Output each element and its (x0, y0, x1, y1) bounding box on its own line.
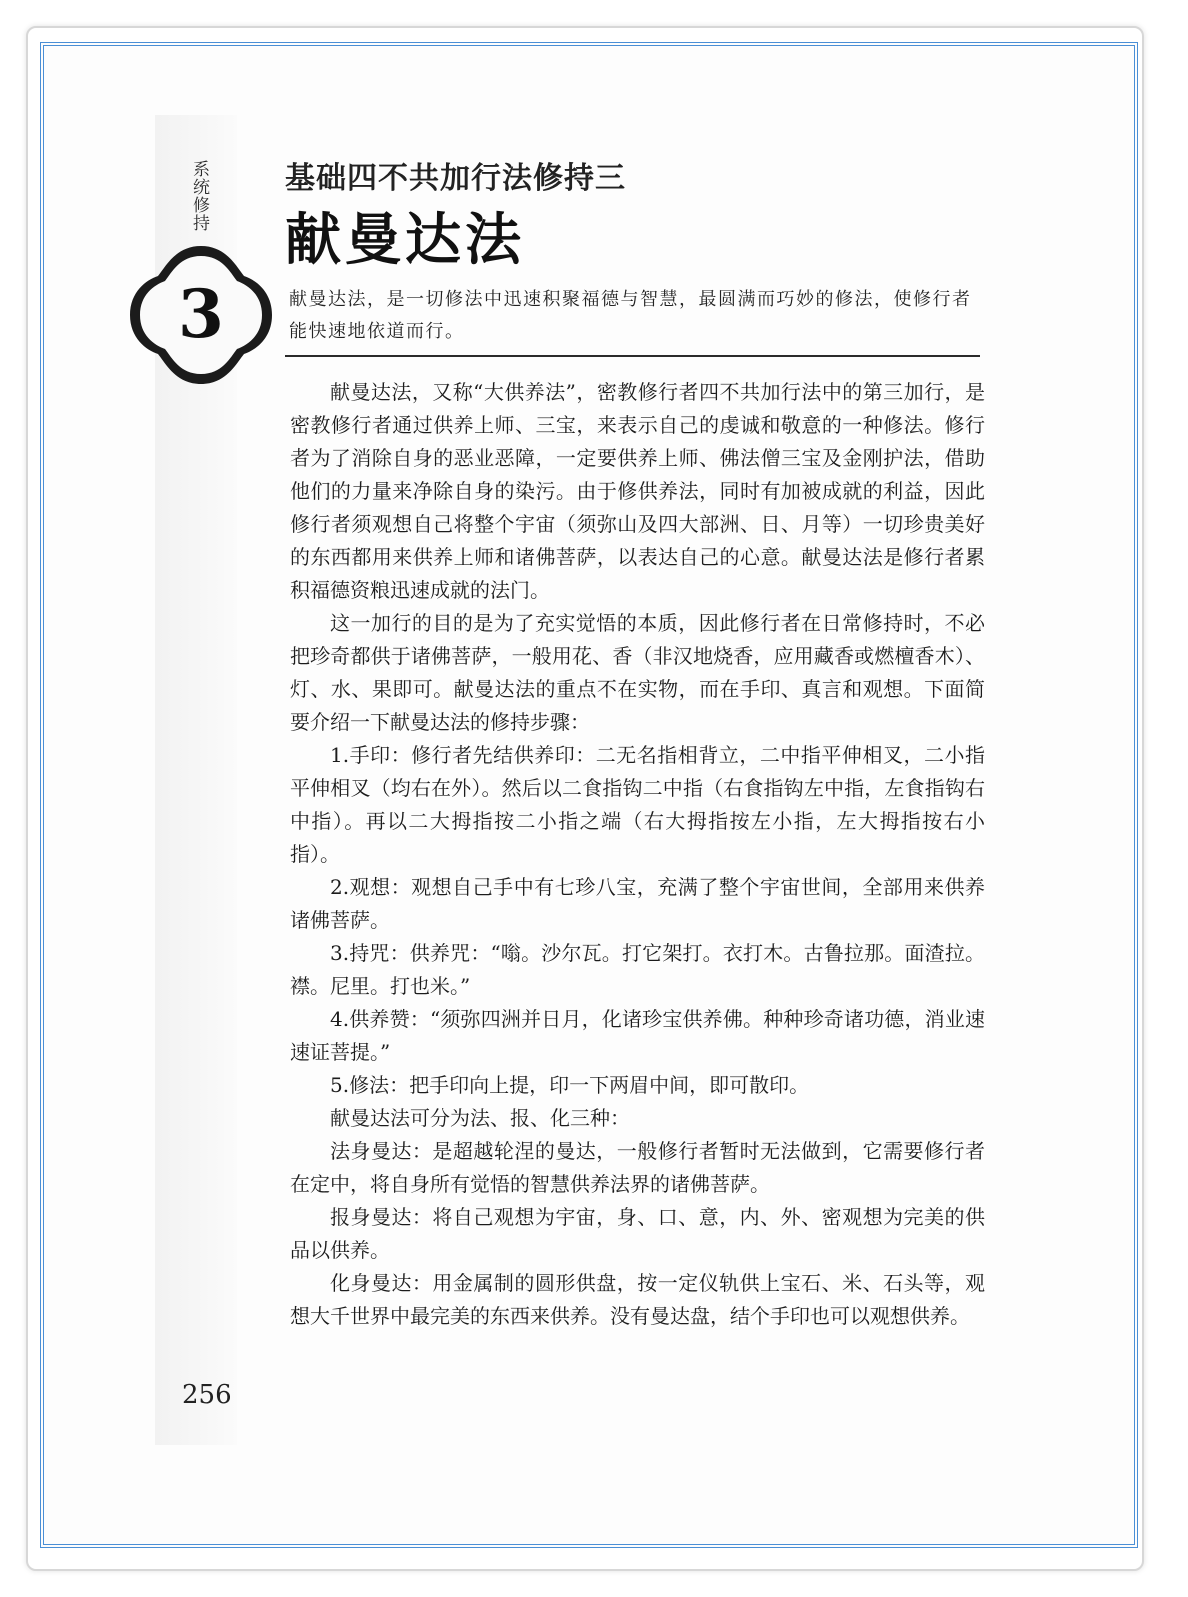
paragraph: 3.持咒：供养咒：“嗡。沙尔瓦。打它架打。衣打木。古鲁拉那。面渣拉。襟。尼里。打也米。” (290, 941, 985, 998)
chapter-intro: 献曼达法，是一切修法中迅速积聚福德与智慧，最圆满而巧妙的修法，使修行者能快速地依道而行。 (289, 289, 972, 342)
paragraph: 化身曼达：用金属制的圆形供盘，按一定仪轨供上宝石、米、石头等，观想大千世界中最完美的东西来供养。没有曼达盘，结个手印也可以观想供养。 (290, 1271, 985, 1328)
series-label: 系统修持 (189, 160, 209, 232)
paragraph: 这一加行的目的是为了充实觉悟的本质，因此修行者在日常修持时，不必把珍奇都供于诸佛菩萨，一般用花、香（非汉地烧香，应用藏香或燃檀香木）、灯、水、果即可。献曼达法的重点不在实物，而在手印、真言和观想。下面简要介绍一下献曼达法的修持步骤： (290, 611, 985, 734)
paragraph: 献曼达法，又称“大供养法”，密教修行者四不共加行法中的第三加行，是密教修行者通过供养上师、三宝，来表示自己的虔诚和敬意的一种修法。修行者为了消除自身的恶业恶障，一定要供养上师、佛法僧三宝及金刚护法，借助他们的力量来净除自身的染污。由于修供养法，同时有加被成就的利益，因此修行者须观想自己将整个宇宙（须弥山及四大部洲、日、月等）一切珍贵美好的东西都用来供养上师和诸佛菩萨，以表达自己的心意。献曼达法是修行者累积福德资粮迅速成就的法门。 (290, 380, 985, 602)
paragraph: 法身曼达：是超越轮涅的曼达，一般修行者暂时无法做到，它需要修行者在定中，将自身所有觉悟的智慧供养法界的诸佛菩萨。 (290, 1139, 985, 1196)
chapter-number: 3 (178, 275, 224, 353)
title-divider (285, 355, 980, 357)
paragraph: 报身曼达：将自己观想为宇宙，身、口、意，内、外、密观想为完美的供品以供养。 (290, 1205, 985, 1262)
paragraph: 献曼达法可分为法、报、化三种： (330, 1106, 630, 1130)
paragraph: 1.手印：修行者先结供养印：二无名指相背立，二中指平伸相叉，二小指平伸相叉（均右在外）。然后以二食指钩二中指（右食指钩左中指，左食指钩右中指）。再以二大拇指按二小指之端（右大拇指按左小指，左大拇指按右小指）。 (290, 743, 985, 866)
page-number: 256 (182, 1380, 232, 1410)
chapter-subtitle: 基础四不共加行法修持三 (285, 161, 626, 196)
paragraph: 5.修法：把手印向上提，印一下两眉中间，即可散印。 (330, 1073, 810, 1097)
paragraph: 4.供养赞：“须弥四洲并日月，化诸珍宝供养佛。种种珍奇诸功德，消业速速证菩提。” (290, 1007, 985, 1064)
body-text (290, 376, 985, 1333)
chapter-title: 献曼达法 (285, 207, 525, 273)
paragraph: 2.观想：观想自己手中有七珍八宝，充满了整个宇宙世间，全部用来供养诸佛菩萨。 (290, 875, 985, 932)
